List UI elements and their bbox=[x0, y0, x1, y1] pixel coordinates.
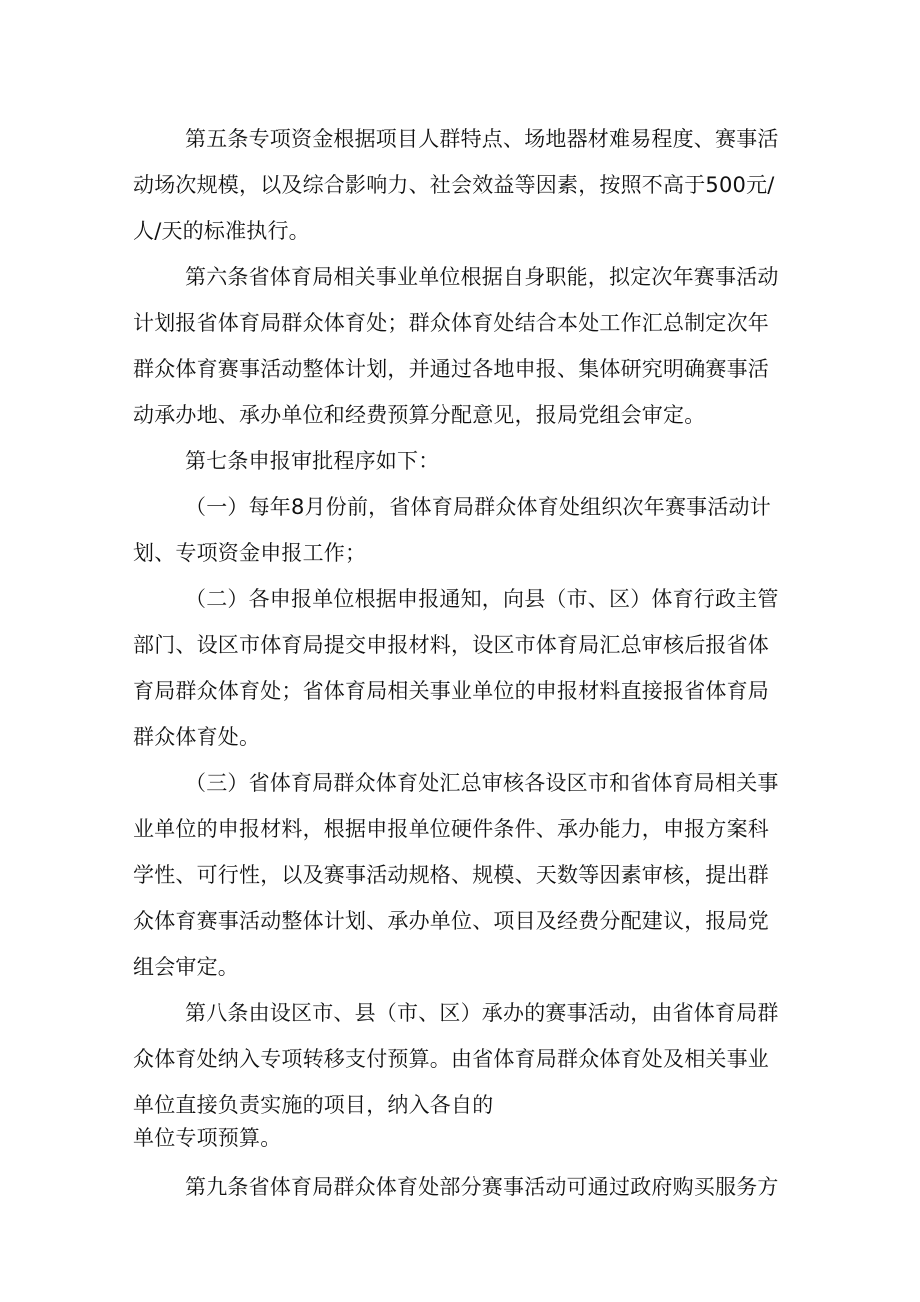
item-2-line-3: 育局群众体育处；省体育局相关事业单位的申报材料直接报省体育局 bbox=[133, 679, 769, 703]
article-8-line-4: 单位专项预算。 bbox=[133, 1126, 282, 1150]
article-8-line-2: 众体育处纳入专项转移支付预算。由省体育局群众体育处及相关事业 bbox=[133, 1047, 769, 1071]
item-3-line-2: 业单位的申报材料，根据申报单位硬件条件、承办能力，申报方案科 bbox=[133, 817, 769, 841]
article-8-line-1: 第八条由设区市、县（市、区）承办的赛事活动，由省体育局群 bbox=[185, 1001, 779, 1025]
article-6-line-2: 计划报省体育局群众体育处；群众体育处结合本处工作汇总制定次年 bbox=[133, 311, 769, 335]
article-7-line-1: 第七条申报审批程序如下： bbox=[185, 449, 440, 473]
article-8-line-3: 单位直接负责实施的项目，纳入各自的 bbox=[133, 1093, 494, 1117]
article-6-line-4: 动承办地、承办单位和经费预算分配意见，报局党组会审定。 bbox=[133, 403, 706, 427]
item-3-line-5: 组会审定。 bbox=[133, 955, 239, 979]
item-3-line-3: 学性、可行性，以及赛事活动规格、规模、天数等因素审核，提出群 bbox=[133, 863, 769, 887]
item-1-line-2: 划、专项资金申报工作； bbox=[133, 541, 367, 565]
article-5-line-2: 动场次规模，以及综合影响力、社会效益等因素，按照不高于500元/ bbox=[133, 173, 775, 197]
item-2-line-4: 群众体育处。 bbox=[133, 725, 261, 749]
article-5-line-1: 第五条专项资金根据项目人群特点、场地器材难易程度、赛事活 bbox=[185, 127, 779, 151]
article-6-line-1: 第六条省体育局相关事业单位根据自身职能，拟定次年赛事活动 bbox=[185, 265, 779, 289]
article-6-line-3: 群众体育赛事活动整体计划，并通过各地申报、集体研究明确赛事活 bbox=[133, 357, 769, 381]
article-9-line-1: 第九条省体育局群众体育处部分赛事活动可通过政府购买服务方 bbox=[185, 1175, 779, 1199]
item-2-line-1: （二）各申报单位根据申报通知，向县（市、区）体育行政主管 bbox=[185, 587, 779, 611]
item-3-line-1: （三）省体育局群众体育处汇总审核各设区市和省体育局相关事 bbox=[185, 771, 779, 795]
item-2-line-2: 部门、设区市体育局提交申报材料，设区市体育局汇总审核后报省体 bbox=[133, 633, 769, 657]
article-5-line-3: 人/天的标准执行。 bbox=[133, 219, 310, 243]
item-3-line-4: 众体育赛事活动整体计划、承办单位、项目及经费分配建议，报局党 bbox=[133, 909, 769, 933]
item-1-line-1: （一）每年8月份前，省体育局群众体育处组织次年赛事活动计 bbox=[185, 495, 771, 519]
